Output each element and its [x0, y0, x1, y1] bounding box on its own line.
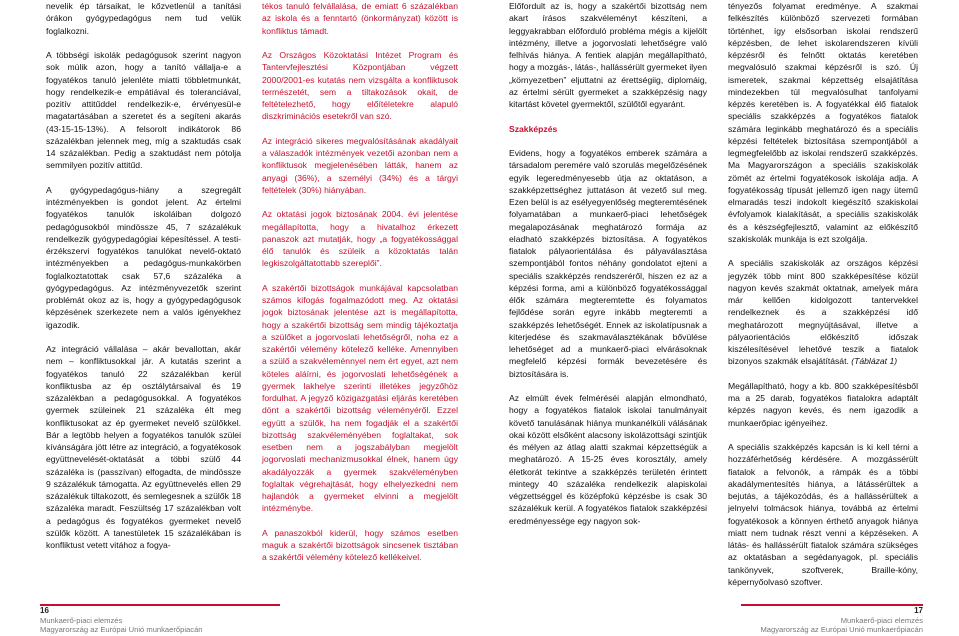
paragraph: Előfordult az is, hogy a szakértői bizottság nem akart írásos szakvéleményt készíteni, a leggyakrabban előforduló probléma mégis a kijelölt intézmény, illetve a jogorvoslati lehetőségre való felhívás hiánya. A fentiek alapján megállapítható, hogy a mozgás-, látás-, hallássérült gyermeket ilyen „környezetben” eljuttatni az érettségiig, diplomáig, az értelmi sérült gyermeket a szakképzésig nagy kitartást követel gyermektől, szülőtől egyaránt. — [509, 1, 707, 109]
section-heading-szakkepzes: Szakképzés — [509, 123, 558, 134]
paragraph: A panaszokból kiderül, hogy számos esetben maguk a szakértői bizottságok sincsenek tisztában a szakértői vélemény kötelező kellékeivel. — [262, 527, 458, 563]
paragraph: Evidens, hogy a fogyatékos emberek számára a társadalom peremére való szorulás megelőzésének egyik legeredményesebb útja az oktatáson, a szakképzettséghez juttatáson át vezető sul meg. Ezen belül is az esélyegyenlőség megteremtésének folyamatában a munkaerő-piaci lehetőségek megalapozásának meghatározó formája az eladható szakképzés biztosítása. A fogyatékos fiatalok pályaorientálása és pályaválasztása szempontjából fontos néhány gondolatot ejteni a speciális szakképzés rendszeréről, hiszen ez az a képzési forma, ami a különböző fogyatékossággal élők számára megteremtette és folyamatos fejlődése során egyre inkább megteremti a szakképzés lehetőségét. Ennek az iskolatípusnak a kiterjedése és szakmaválasztékának bővülése lehetőséget ad a munkaerő-piaci elvárásoknak megfelelő képzési formák bevezetésére és biztosítására is. — [509, 148, 707, 379]
paragraph: Az integráció vállalása – akár bevallottan, akár nem – konfliktusokkal jár. A kutatás szerint a fogyatékos tanuló 22 százalékban kerül konfliktusba az ép osztálytársaival és 19 százalékban a pedagógusokkal. A fogyatékos gyermek szüleinek 21 százaléka élt meg konfliktusokat az ép gyermeket nevelő szülőkkel. Bár a legtöbb helyen a fogyatékos tanulók szülei kívánságára jött létre az integráció, a fogyatékosok együttnevelését-oktatását a többi szülő 44 százaléka is (passzívan) elfogadta, de mindössze 9 százalékuk támogatta. Az együttnevelés ellen 29 százalékuk tiltakozott, és semlegesnek a szülők 18 százaléka maradt. Feszültség 17 százalékban volt a pedagógus és fogyatékos gyermeket nevelő szülők között. A tanestületek 15 százalékában is konfliktust vetett vitához a fogya- — [46, 344, 241, 550]
column-4 — [728, 0, 918, 588]
footer-line: Munkaerő-piaci elemzés — [40, 615, 123, 625]
column-3 — [509, 0, 707, 527]
paragraph: Az integráció sikeres megvalósításának akadályait a válaszadók intézmények vezetői azonban nem a konfliktusok megjelenésében látták, hanem az anyagi (36%), a személyi (34%) és a tárgyi feltételek (30%) hiányában. — [262, 135, 458, 195]
footer-right — [741, 604, 923, 636]
paragraph — [728, 257, 918, 367]
page-number: 17 — [914, 606, 923, 615]
footer-line: Magyarország az Európai Unió munkaerőpiacán — [40, 625, 203, 634]
paragraph: Megállapítható, hogy a kb. 800 szakképesítésből ma a 25 darab, fogyatékos fiatalokra adaptált képzés nagyon kevés, és nem igazodik a munkaerőpiac igényeihez. — [728, 380, 918, 428]
column-1 — [46, 0, 241, 551]
table-reference: (Táblázat 1) — [851, 356, 898, 367]
paragraph-text: A speciális szakiskolák az országos képzési jegyzék több mint 800 szakképesítése közül nagyon kevés szakmát oktatnak, amelyek mára már kellően kidolgozott tantervekkel rendelkeznek és a szakképzési idő meghatározott megnyújtásával, illetve a pályaorientációs előkészítő időszak kiszélesítésével lehetővé teszik a fiatalok bizonyos szakmák elsajátítását. — [728, 258, 918, 367]
paragraph: A többségi iskolák pedagógusok szerint nagyon sok múlik azon, hogy a tanító vállalja-e a fogyatékos tanuló jelenléte miatti többletmunkát, hogy rendelkezik-e empátiával és toleranciával, pozitív attitűddel rendelkezik-e, érvényesül-e magatartásában a szeretet és a segíteni akarás (43-15-15-13%). A felsorolt indikátorok 86 százalékban jelennek meg, míg a szaktudás csak 14 százalékban. Pedig a szaktudást nem pótolja semmilyen pozitív attitűd. — [46, 50, 241, 171]
column-2 — [262, 0, 458, 564]
footer-line: Magyarország az Európai Unió munkaerőpiacán — [760, 625, 923, 634]
paragraph: Az elmúlt évek felméréséi alapján elmondható, hogy a fogyatékos fiatalok iskolai tanulmányait követő tanulásának hiánya munkanélküli válásának okai között elsőként alacsony iskolázottsági szintjük és mélyen az átlag alatti szakmai képzettségük a meghatározó. A 15-25 éves korosztály, amely életkorát tekintve a szakképzés területén érintett mintegy 40 százaléka rendelkezik alapiskolai végzettséggel és középfokú képzésbe is csak 30 százalékuk kerül. A fogyatékos fiatalok szakképzési eredményessége egy nagyon sok- — [509, 393, 707, 526]
paragraph: A szakértői bizottságok munkájával kapcsolatban számos kifogás fogalmazódott meg. Az oktatási jogok biztosának jelentése azt is megállapította, hogy a szakértői bizottság sem mindig tájékoztatja a szülőket a jogorvoslati lehetőségről, noha ez a szakértői vélemény kötelező kelléke. Amennyiben a szülő a szakvéleménnyel nem ért egyet, azt nem köteles aláírni, és jogorvoslati lehetőségének a gyermek lakhelye szerinti illetékes jegyzőhöz fordulhat. A jegyző közigazgatási eljárás keretében dönt a szakértői bizottság véleményéről. Ezzel együtt a szülők, ha nem fogadják el a szakértői bizottság szakvéleményében foglaltakat, sok esetben nem a jogszabályban megjelölt jogorvoslati mechanizmusokkal élnek, hanem úgy akadályozzák a gyermek szakvéleményben foglaltak végrehajtását, hogy elhelyezkedni nem hajlandók a gyermeket elvinni a megjelölt intézménybe. — [262, 282, 458, 514]
footer-left — [40, 604, 280, 636]
paragraph: Az oktatási jogok biztosának 2004. évi jelentése megállapította, hogy a hivatalhoz érkezett panaszok azt mutatják, hogy „a fogyatékossággal élő tanulók és szüleik a közoktatás talán legkiszolgáltatottabb szereplői”. — [262, 209, 458, 269]
paragraph: A gyógypedagógus-hiány a szegregált intézményekben is gondot jelent. Az értelmi fogyatékos tanulók iskoláiban dolgozó pedagógusokból mindössze 45, 7 százalékuk rendelkezik gyógypedagógiai képesítéssel. A testi-érzékszervi fogyatékos tanulókat nevelő-oktató intézményekben a pedagógus-munkakörben foglalkoztatottak csak 57,6 százaléka a gyógypedagógus. Az intézményvezetők szerint problémát okoz az is, hogy a gyógypedagógusok képzésének szerkezete nem a valós igényekhez igazodik. — [46, 184, 241, 330]
paragraph: A speciális szakképzés kapcsán is ki kell térni a hozzáférhetőség kérdésére. A mozgássérült fiatalok a felvonók, a rámpák és a többi akadálymentesítés hiánya, a látássérültek a bejutás, a tájékozódás, és a hallássérültek a jelnyelvi tolmácsok hiánya, továbbá az értelmi fogyatékosok a könnyen érthető anyagok hiánya miatt nem tudnak részt venni a képzéseken. A látás- és hallássérült fiatalok számára szükséges az oktatásban a segédanyagok, pl. speciális tankönyvek, szoftverek, Braille-kóny, képernyőolvasó szoftver. — [728, 442, 918, 587]
paragraph: tékos tanuló felvállalása, de emiatt 6 százalékban az iskola és a fenntartó (önkormányzat) között is konfliktus támadt. — [262, 1, 458, 36]
paragraph: tényezős folyamat eredménye. A szakmai felkészítés különböző szervezeti formában történhet, így elsősorban iskolai rendszerű képzésben, de lehet iskolarendszeren kívüli képzésről és felnőtt oktatás keretében megvalósuló szakmai képzésről is szó. Új ismeretek, szakmai képzettség elsajátítása mindezekben túl megvalósulhat tanfolyami képzés keretében is. A fogyatékkal élő fiatalok speciális szakképzés a fogyatékos fiatalok számára leginkább meghatározó és a speciális képzési feltételek biztosítása szempontjából a legmegfelelőbb az iskolai rendszerű szakképzés. Ma Magyarországon a speciális szakiskolák zömét az értelmi fogyatékosok iskolája adja. A fogyatékosság típusát jellemző igen nagy ütemű elmaradás teszi indokolt kiegészítő szakiskolai évfolyamok kialakítását, a speciális szakiskolák és a készségfejlesztő, valamint az előkészítő szakiskolák munkája is ezt szolgálja. — [728, 1, 918, 244]
page-number: 16 — [40, 606, 49, 615]
paragraph: nevelik ép társaikat, le kőzvetlenül a tanítási órákon gyógypedagógus nem tud velük foglalkozni. — [46, 1, 241, 36]
footer-line: Munkaerő-piaci elemzés — [840, 615, 923, 625]
paragraph: Az Országos Közoktatási Intézet Program és Tantervfejlesztési Központjában végzett 2000/2001-es kutatás nem vizsgálta a konfliktusok természetét, sem a tiltakozások okait, de feltételezhető, hogy előítéletekre alapuló diszkriminációs esetekről van szó. — [262, 50, 458, 122]
